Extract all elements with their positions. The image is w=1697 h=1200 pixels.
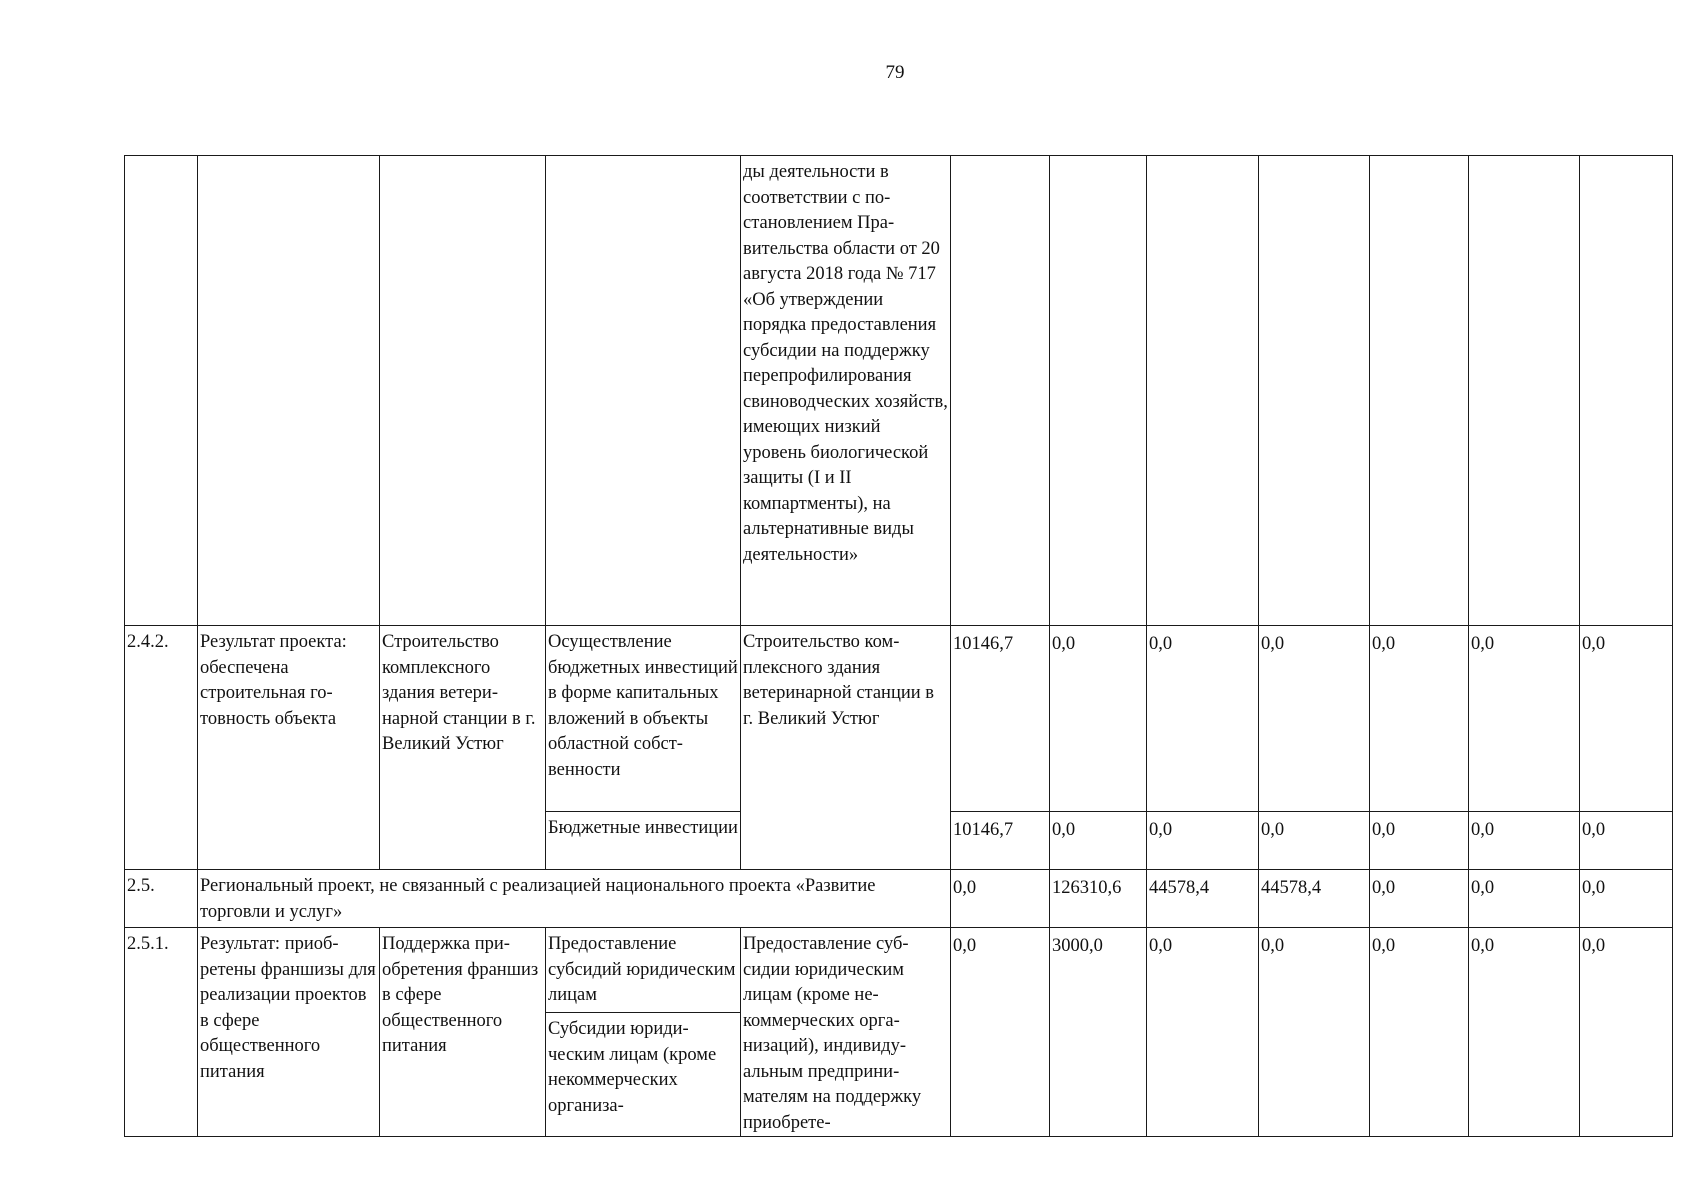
cell-value: 0,0: [1469, 626, 1580, 812]
cell-number: [125, 156, 198, 626]
cell-value: 0,0: [1259, 812, 1370, 870]
cell-value: 0,0: [951, 870, 1050, 928]
cell-value: 0,0: [1580, 928, 1673, 1137]
cell-value: 0,0: [1050, 626, 1147, 812]
cell-value: 126310,6: [1050, 870, 1147, 928]
cell-event: [380, 156, 546, 626]
cell-number: 2.5.1.: [125, 928, 198, 1137]
cell-value: 0,0: [1147, 928, 1259, 1137]
cell-basis: Предоставление субсидии юридическим лицам (кроме некоммерческих организаций), индивидуальным предпринимателям на поддержку приобрете-: [741, 928, 951, 1137]
cell-event: Строительство комплексного здания ветеринарной станции в г. Великий Устюг: [380, 626, 546, 870]
cell-value: 0,0: [1580, 870, 1673, 928]
cell-value: 0,0: [1050, 812, 1147, 870]
cell-project-title: Региональный проект, не связанный с реализацией национального проекта «Развитие торговли и услуг»: [198, 870, 951, 928]
cell-value: 0,0: [1370, 870, 1469, 928]
cell-sub-expense-type: Субсидии юридическим лицам (кроме некоммерческих организа-: [546, 1013, 741, 1137]
table-row-2-4-2: [125, 626, 1673, 812]
cell-result: Результат проекта: обеспечена строительная готовность объекта: [198, 626, 380, 870]
cell-basis: Строительство комплексного здания ветеринарной станции в г. Великий Устюг: [741, 626, 951, 870]
budget-table: [124, 155, 1673, 1137]
cell-expense-type: Осуществление бюджетных инвестиций в форме капитальных вложений в объекты областной собственности: [546, 626, 741, 812]
cell-basis: ды деятельности в соответствии с постановлением Правительства области от 20 августа 2018 года № 717 «Об утверждении порядка предоставления субсидии на поддержку перепрофилирования свиноводческих хозяйств, имеющих низкий уровень биологической защиты (I и II компартменты), на альтернативные виды деятельности»: [741, 156, 951, 626]
cell-result: Результат: приобретены франшизы для реализации проектов в сфере общественного питания: [198, 928, 380, 1137]
cell-expense-type: Предоставление субсидий юридическим лицам: [546, 928, 741, 1013]
cell-value: 3000,0: [1050, 928, 1147, 1137]
cell-sub-expense-type: Бюджетные инвестиции: [546, 812, 741, 870]
cell-value: 0,0: [1147, 812, 1259, 870]
cell-value: 0,0: [1370, 812, 1469, 870]
cell-value: 44578,4: [1147, 870, 1259, 928]
cell-value: 0,0: [1469, 870, 1580, 928]
cell-event: Поддержка приобретения франшиз в сфере общественного питания: [380, 928, 546, 1137]
cell-result: [198, 156, 380, 626]
cell-value: 10146,7: [951, 626, 1050, 812]
cell-value: 0,0: [1469, 928, 1580, 1137]
cell-value: 44578,4: [1259, 870, 1370, 928]
cell-value: 0,0: [1469, 812, 1580, 870]
cell-value: 0,0: [1259, 626, 1370, 812]
page-number: 79: [885, 62, 905, 83]
table-row-2-5-1: [125, 928, 1673, 1013]
cell-value: 0,0: [1370, 928, 1469, 1137]
cell-value: 0,0: [1580, 626, 1673, 812]
cell-value: 0,0: [951, 928, 1050, 1137]
table-row-continuation: [125, 156, 1673, 626]
table-row-2-5: [125, 870, 1673, 928]
cell-value: 0,0: [1147, 626, 1259, 812]
cell-value: 10146,7: [951, 812, 1050, 870]
cell-value: 0,0: [1370, 626, 1469, 812]
cell-value: 0,0: [1259, 928, 1370, 1137]
cell-number: 2.5.: [125, 870, 198, 928]
cell-value: 0,0: [1580, 812, 1673, 870]
cell-expense-type: [546, 156, 741, 626]
cell-number: 2.4.2.: [125, 626, 198, 870]
